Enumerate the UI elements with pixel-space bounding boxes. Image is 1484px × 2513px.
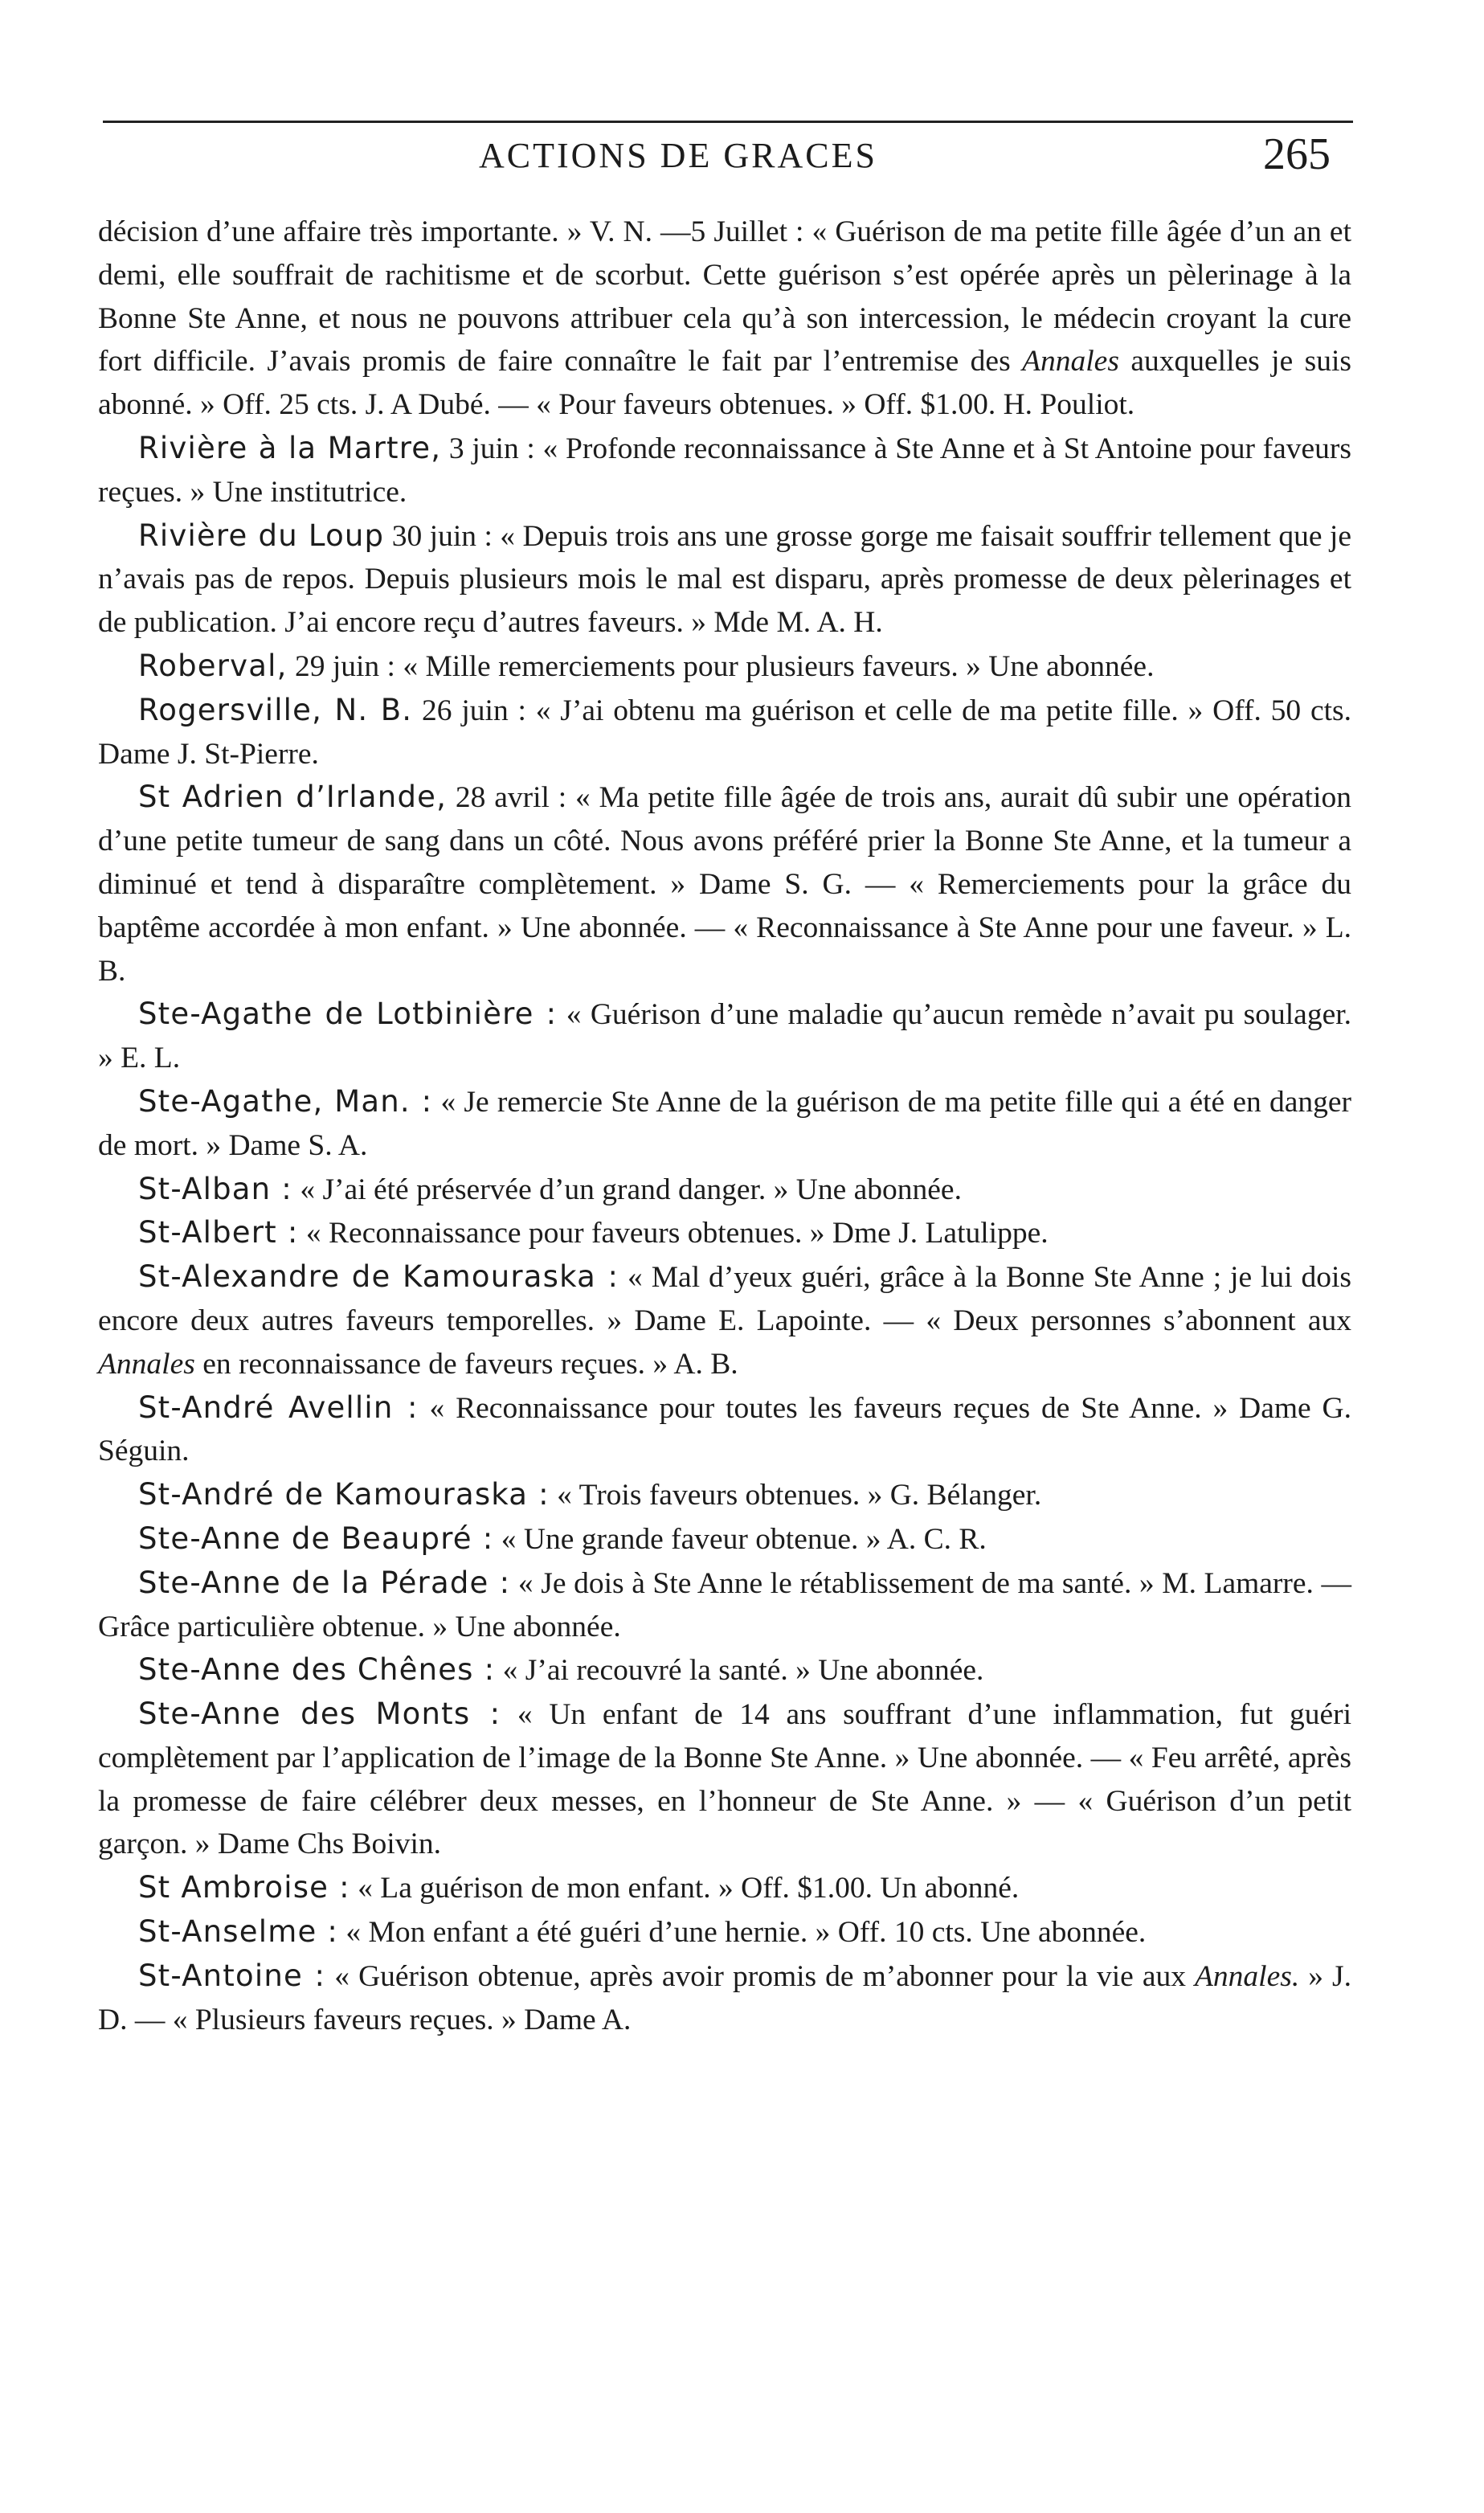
- place-name: St-Antoine :: [138, 1958, 326, 1993]
- entry-text: « Je dois à Ste Anne le rétablissement de ma santé. » M. Lamarre. — Grâce particulière obtenue. » Une abonnée.: [98, 1566, 1352, 1643]
- entry-text: » J. D. — « Plusieurs faveurs reçues. » Dame A.: [98, 1959, 1352, 2036]
- entry-st-alban: [98, 1168, 1351, 1212]
- annales-italic: Annales: [98, 1347, 195, 1381]
- continuation-paragraph: [98, 211, 1351, 427]
- place-name: Ste-Anne des Chênes :: [138, 1652, 496, 1688]
- place-name: St-André de Kamouraska :: [138, 1477, 550, 1512]
- page-number: 265: [1263, 129, 1331, 179]
- place-name: Rivière à la Martre,: [138, 430, 442, 465]
- entry-roberval: [98, 645, 1351, 689]
- entry-text: « Trois faveurs obtenues. » G. Bélanger.: [549, 1479, 1042, 1512]
- entry-st-anselme: [98, 1910, 1351, 1954]
- entry-st-albert: [98, 1211, 1351, 1255]
- annales-italic: Annales: [1022, 345, 1119, 379]
- place-name: St-André Avellin :: [138, 1390, 419, 1425]
- entry-text: « La guérison de mon enfant. » Off. $1.00. Un abonné.: [350, 1872, 1020, 1905]
- entry-text: « Je remercie Ste Anne de la guérison de ma petite fille qui a été en danger de mort. » Dame S. A.: [98, 1085, 1351, 1162]
- entry-text: « Reconnaissance pour toutes les faveurs reçues de Ste Anne. » Dame G. Séguin.: [98, 1391, 1351, 1468]
- entry-riviere-a-la-martre: [98, 427, 1351, 514]
- running-title: ACTIONS DE GRACES: [479, 136, 877, 175]
- entry-text: « Guérison obtenue, après avoir promis de m’abonner pour la vie aux: [325, 1959, 1195, 1993]
- entry-rogersville: [98, 689, 1351, 776]
- entry-ste-anne-perade: [98, 1561, 1351, 1649]
- entry-text: « Reconnaissance pour faveurs obtenues. » Dme J. Latulippe.: [298, 1217, 1049, 1250]
- entry-st-antoine: [98, 1954, 1351, 2042]
- entry-text: « J’ai recouvré la santé. » Une abonnée.: [495, 1654, 984, 1688]
- entry-ste-agathe-man: [98, 1080, 1351, 1168]
- place-name: St-Anselme :: [138, 1914, 339, 1950]
- entry-text: « Mal d’yeux guéri, grâce à la Bonne Ste Anne ; je lui dois encore deux autres faveurs temporelles. » Dame E. Lapointe. — « Deux personnes s’abonnent aux: [98, 1261, 1351, 1337]
- place-name: Rivière du Loup: [138, 518, 385, 553]
- entry-st-andre-kamouraska: [98, 1473, 1351, 1517]
- continuation-text: décision d’une affaire très importante. » V. N. —5 Juillet : « Guérison de ma petite fille âgée d’un an et demi, elle souffrait de rachitisme et de scorbut. Cette guérison s’est opérée après un pèlerinage à la Bonne Ste Anne, et nous ne pouvons attribuer cela qu’à son intercession, le médecin croyant la cure fort difficile. J’avais promis de faire connaître le fait par l’entremise des: [98, 215, 1351, 379]
- entry-text: « Guérison d’une maladie qu’aucun remède n’avait pu soulager. » E. L.: [98, 998, 1352, 1075]
- place-name: Ste-Agathe, Man. :: [138, 1083, 433, 1119]
- entry-ste-anne-beaupre: [98, 1517, 1351, 1561]
- entry-text: « Un enfant de 14 ans souffrant d’une inflammation, fut guéri complètement par l’application de l’image de la Bonne Ste Anne. » Une abonnée. — « Feu arrêté, après la promesse de faire célébrer deux messes, en l’honneur de Ste Anne. » — « Guérison d’un petit garçon. » Dame Chs Boivin.: [98, 1698, 1352, 1861]
- entry-ste-anne-monts: [98, 1692, 1351, 1866]
- entry-text: 26 juin : « J’ai obtenu ma guérison et celle de ma petite fille. » Off. 50 cts. Dame J. St-Pierre.: [98, 694, 1351, 771]
- entry-text: « J’ai été préservée d’un grand danger. » Une abonnée.: [292, 1173, 962, 1206]
- entry-text: 28 avril : « Ma petite fille âgée de trois ans, aurait dû subir une opération d’une petite tumeur de sang dans un côté. Nous avons préféré prier la Bonne Ste Anne, et la tumeur a diminué et tend à disparaître complètement. » Dame S. G. — « Remerciements pour la grâce du baptême accordée à mon enfant. » Une abonnée. — « Reconnaissance à Ste Anne pour une faveur. » L. B.: [98, 781, 1352, 988]
- entry-st-ambroise: [98, 1866, 1351, 1910]
- place-name: Ste-Agathe de Lotbinière :: [138, 997, 558, 1032]
- entry-text: en reconnaissance de faveurs reçues. » A. B.: [194, 1347, 738, 1381]
- entry-text: 29 juin : « Mille remerciements pour plusieurs faveurs. » Une abonnée.: [287, 649, 1155, 683]
- body-text: [98, 211, 1351, 2041]
- place-name: St-Alban :: [138, 1171, 292, 1206]
- place-name: St Ambroise :: [138, 1870, 350, 1905]
- entry-text: 30 juin : « Depuis trois ans une grosse gorge me faisait souffrir tellement que je n’avais pas de repos. Depuis plusieurs mois le mal est disparu, après promesse de deux pèlerinages et de publication. J’ai encore reçu d’autres faveurs. » Mde M. A. H.: [98, 519, 1351, 640]
- header-rule: [103, 121, 1353, 123]
- entry-st-alexandre: [98, 1255, 1351, 1385]
- place-name: St Adrien d’Irlande,: [138, 780, 448, 815]
- place-name: Roberval,: [138, 648, 288, 683]
- place-name: St-Albert :: [138, 1215, 299, 1250]
- place-name: Ste-Anne de la Pérade :: [138, 1565, 511, 1600]
- annales-italic: Annales.: [1195, 1959, 1300, 1993]
- place-name: Ste-Anne des Monts :: [138, 1696, 501, 1732]
- entry-st-adrien: [98, 776, 1351, 993]
- entry-text: « Une grande faveur obtenue. » A. C. R.: [493, 1522, 987, 1556]
- place-name: St-Alexandre de Kamouraska :: [138, 1259, 619, 1295]
- entry-riviere-du-loup: [98, 514, 1351, 645]
- continuation-text: auxquelles je suis abonné. » Off. 25 cts. J. A Dubé. — « Pour faveurs obtenues. » Off. $1.00. H. Pouliot.: [98, 345, 1351, 422]
- entry-ste-anne-chenes: [98, 1648, 1351, 1692]
- place-name: Rogersville, N. B.: [138, 692, 413, 727]
- place-name: Ste-Anne de Beaupré :: [138, 1520, 494, 1556]
- entry-text: 3 juin : « Profonde reconnaissance à Ste Anne et à St Antoine pour faveurs reçues. » Une institutrice.: [98, 432, 1351, 509]
- entry-st-andre-avellin: [98, 1386, 1351, 1474]
- entry-text: « Mon enfant a été guéri d’une hernie. » Off. 10 cts. Une abonnée.: [338, 1916, 1147, 1950]
- entry-ste-agathe-lotbiniere: [98, 993, 1351, 1080]
